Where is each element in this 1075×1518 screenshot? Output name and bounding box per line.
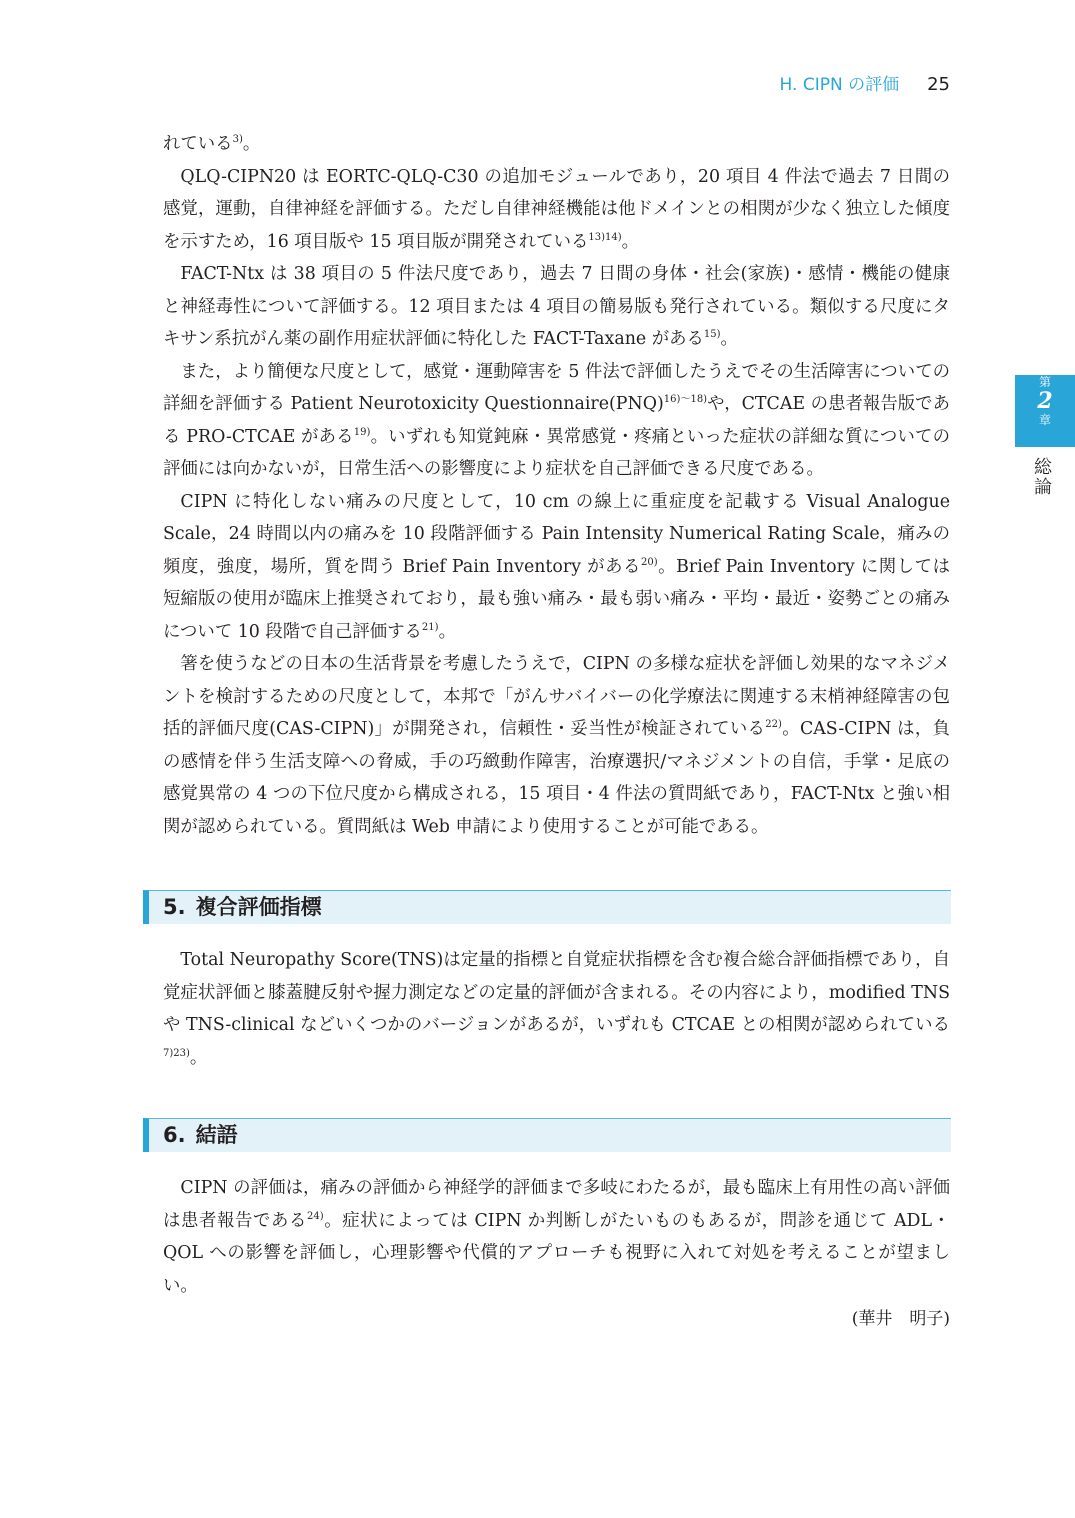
chapter-number: 2 (1037, 388, 1053, 414)
paragraph-tns (163, 944, 950, 1074)
citation: 21) (421, 621, 439, 633)
paragraph-text: 。いずれも知覚鈍麻・異常感覚・疼痛といった症状の詳細な質についての評価には向かないが，日常生活への影響度により症状を自己評価できる尺度である。 (163, 426, 951, 479)
section-number: 6. (163, 1123, 186, 1147)
author-signature: (華井 明子) (851, 1309, 950, 1329)
paragraph-text: 。Brief Pain Inventory に関しては短縮版の使用が臨床上推奨されており，最も強い痛み・最も弱い痛み・平均・最近・姿勢ごとの痛みについて 10 段階で自己評価する (163, 556, 950, 642)
chapter-prefix: 第 (1038, 375, 1051, 389)
paragraph-end: 。 (189, 1047, 208, 1068)
page-number: 25 (927, 74, 950, 95)
paragraph-text: QLQ-CIPN20 は EORTC-QLQ-C30 の追加モジュールであり，20 項目 4 件法で過去 7 日間の感覚，運動，自律神経を評価する。ただし自律神経機能は他ドメインとの相関が少なく独立した傾度を示すため，16 項目版や 15 項目版が開発されている (163, 166, 950, 252)
citation: 20) (640, 556, 658, 568)
citation: 3) (232, 134, 243, 145)
chapter-suffix: 章 (1038, 413, 1051, 427)
paragraph-text: 箸を使うなどの日本の生活背景を考慮したうえで，CIPN の多様な症状を評価し効果的なマネジメントを検討するための尺度として，本邦で「がんサバイバーの化学療法に関連する末梢神経障害の包括的評価尺度(CAS-CIPN)」が開発され，信頼性・妥当性が検証されている (163, 654, 950, 739)
citation: 19) (353, 426, 371, 438)
paragraph-text: れている (163, 134, 233, 154)
citation: 16)～18) (663, 394, 708, 405)
paragraph-text: Total Neuropathy Score(TNS)は定量的指標と自覚症状指標を含む複合総合評価指標であり，自覚症状評価と膝蓋腱反射や握力測定などの定量的評価が含まれる。その内容により，modified TNS や TNS-clinical などいくつかのバージョンがあるが，いずれも CTCAE との相関が認められている (163, 950, 950, 1035)
paragraph-qlq-cipn20 (163, 161, 950, 259)
section-heading-6 (143, 1118, 951, 1152)
page-content (163, 128, 950, 1334)
citation: 13)14) (588, 231, 622, 243)
paragraph-text: CIPN に特化しない痛みの尺度として，10 cm の線上に重症度を記載する Visual Analogue Scale，24 時間以内の痛みを 10 段階評価する Pain Intensity Numerical Rating Scale，痛みの頻度，強度，場所，質を問う Brief Pain Inventory がある (163, 491, 950, 577)
paragraph-fact-ntx (163, 258, 950, 356)
paragraph-text: 。症状によっては CIPN か判断しがたいものもあるが，問診を通じて ADL・QOL への影響を評価し，心理影響や代償的アプローチも視野に入れて対処を考えることが望ましい。 (163, 1210, 950, 1296)
chapter-tab (1015, 375, 1075, 447)
citation: 7)23) (163, 1047, 190, 1059)
paragraph-text: 。 (438, 621, 456, 642)
paragraph-text: FACT-Ntx は 38 項目の 5 件法尺度であり，過去 7 日間の身体・社会(家族)・感情・機能の健康と神経毒性について評価する。12 項目または 4 項目の簡易版も発行されている。類似する尺度にタキサン系抗がん薬の副作用症状評価に特化した FACT-Taxane がある (163, 264, 950, 349)
paragraph-end: 。 (621, 231, 640, 252)
paragraph-cas-cipn (163, 648, 950, 843)
paragraph-end: 。 (242, 134, 261, 154)
paragraph-pain-scales (163, 486, 950, 649)
section-number: 5. (163, 895, 186, 919)
citation: 15) (703, 329, 721, 340)
citation: 22) (765, 719, 782, 730)
paragraph-pnq (163, 356, 950, 486)
paragraph-end: 。 (720, 329, 738, 349)
paragraph-text: 。CAS-CIPN は，負の感情を伴う生活支障への脅威，手の巧緻動作障害，治療選択/マネジメントの自信，手掌・足底の感覚異常の 4 つの下位尺度から構成される，15 項目・4 件法の質問紙であり，FACT-Ntx と強い相関が認められている。質問紙は Web 申請により使用することが可能である。 (163, 719, 950, 837)
paragraph-text: CIPN の評価は，痛みの評価から神経学的評価まで多岐にわたるが，最も臨床上有用性の高い評価は患者報告である (163, 1178, 950, 1231)
paragraph-text: また，より簡便な尺度として，感覚・運動障害を 5 件法で評価したうえでその生活障害についての詳細を評価する Patient Neurotoxicity Questionnaire(PNQ) (163, 361, 950, 414)
citation: 24) (307, 1210, 324, 1222)
paragraph-conclusion (163, 1172, 950, 1302)
section-title: 結語 (195, 1123, 238, 1147)
section-title: 複合評価指標 (195, 895, 322, 919)
paragraph-continuation (163, 128, 950, 161)
running-header (780, 70, 950, 95)
chapter-section-label: 総論 (1031, 457, 1052, 497)
running-title: H. CIPN の評価 (779, 75, 900, 95)
section-heading-5 (143, 890, 951, 924)
paragraph-text: や，CTCAE の患者報告版である PRO-CTCAE がある (163, 394, 950, 447)
